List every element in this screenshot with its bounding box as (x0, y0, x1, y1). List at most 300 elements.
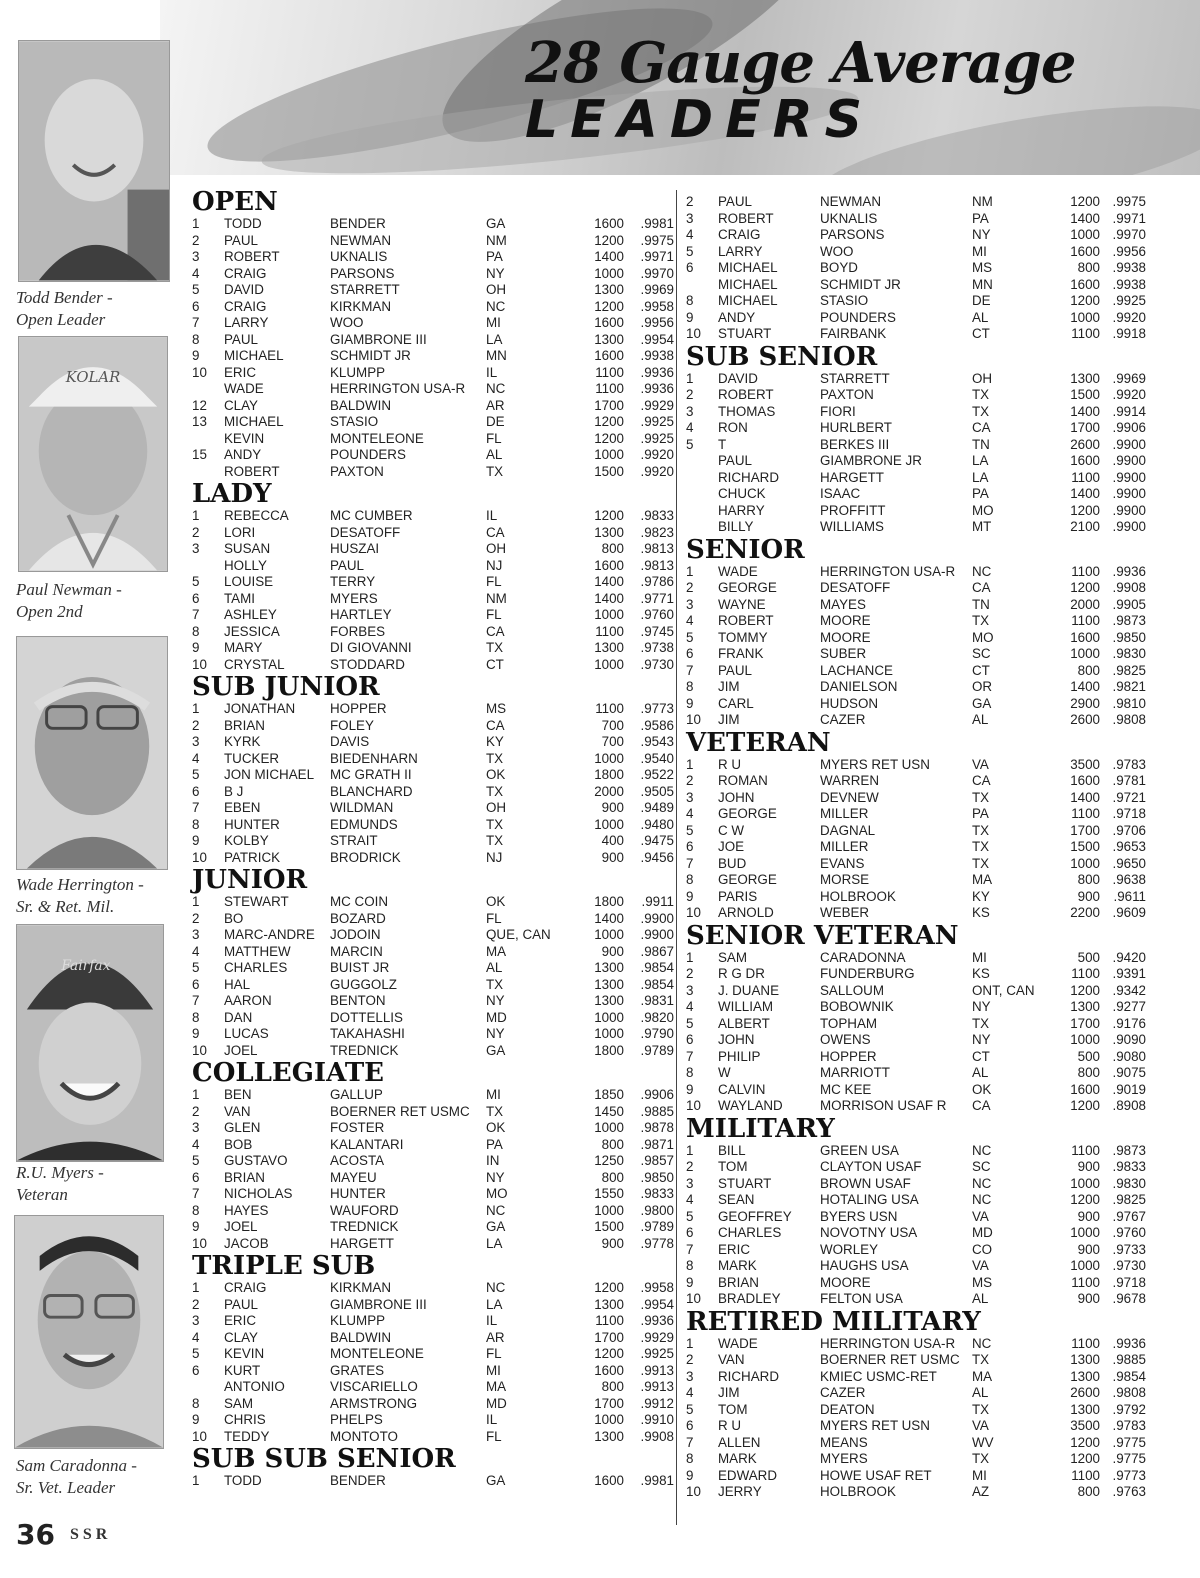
rank-cell: 1 (192, 701, 200, 716)
targets-cell: 1200 (1070, 293, 1100, 308)
targets-cell: 1100 (1071, 613, 1100, 628)
table-row (686, 437, 1146, 454)
rank-cell: 3 (686, 403, 694, 419)
last-name-cell: FOLEY (330, 717, 374, 733)
targets-cell: 1700 (594, 1395, 624, 1411)
rank-cell: 2 (192, 717, 200, 733)
first-name-cell: MARY (224, 640, 263, 655)
targets-cell: 1600 (594, 1362, 624, 1378)
rank-cell: 5 (192, 960, 200, 975)
state-cell: KY (486, 734, 504, 749)
targets-cell: 1000 (594, 265, 624, 281)
table-row (686, 1468, 1146, 1485)
last-name-cell: BOERNER RET USMC (330, 1103, 470, 1119)
last-name-cell: FELTON USA (820, 1291, 903, 1306)
last-name-cell: FORBES (330, 623, 386, 639)
targets-cell: 2900 (1070, 695, 1100, 711)
average-cell: .9900 (1112, 502, 1146, 518)
average-cell: .9885 (640, 1103, 674, 1119)
state-cell: FL (486, 607, 502, 622)
state-cell: MI (486, 315, 501, 330)
last-name-cell: ACOSTA (330, 1153, 385, 1168)
average-cell: .9958 (640, 298, 674, 314)
rank-cell: 4 (192, 1136, 200, 1152)
rank-cell: 2 (192, 910, 200, 926)
rank-cell: 7 (686, 662, 694, 678)
rank-cell: 2 (686, 966, 694, 981)
table-row (686, 1336, 1146, 1353)
rank-cell: 3 (686, 1368, 694, 1384)
state-cell: CA (972, 1098, 991, 1113)
state-cell: AL (972, 712, 989, 727)
targets-cell: 1200 (1070, 982, 1100, 998)
targets-cell: 800 (1077, 260, 1100, 275)
rank-cell: 6 (192, 1169, 200, 1185)
table-row (192, 750, 674, 768)
table-row (686, 310, 1146, 327)
state-cell: IL (486, 508, 498, 523)
average-cell: .9721 (1112, 789, 1146, 805)
targets-cell: 1700 (1070, 822, 1100, 838)
last-name-cell: MORSE (820, 872, 870, 887)
average-cell: .9906 (1112, 420, 1146, 435)
targets-cell: 1200 (1070, 1451, 1100, 1466)
rank-cell: 5 (192, 574, 200, 589)
state-cell: TX (972, 613, 990, 628)
average-cell: .9929 (640, 1329, 674, 1345)
table-row (192, 508, 674, 525)
average-cell: .9938 (640, 348, 674, 363)
targets-cell: 1400 (594, 910, 624, 926)
first-name-cell: RICHARD (718, 1368, 780, 1384)
first-name-cell: ALLEN (718, 1434, 761, 1450)
average-cell: .9810 (1112, 695, 1146, 711)
rank-cell: 7 (192, 800, 200, 815)
table-row (686, 387, 1146, 404)
state-cell: NC (486, 381, 506, 396)
last-name-cell: HOLBROOK (820, 888, 896, 904)
table-row (686, 806, 1146, 823)
average-cell: .9831 (640, 993, 674, 1008)
first-name-cell: ROMAN (718, 773, 768, 788)
state-cell: QUE, CAN (486, 927, 551, 942)
state-cell: TX (486, 640, 504, 655)
first-name-cell: ERIC (718, 1241, 750, 1257)
targets-cell: 1000 (594, 750, 624, 766)
first-name-cell: WADE (718, 563, 758, 579)
average-cell: .9823 (640, 524, 674, 540)
table-row (192, 232, 674, 250)
table-row (686, 999, 1146, 1016)
targets-cell: 900 (1077, 888, 1100, 904)
state-cell: TX (486, 833, 504, 848)
last-name-cell: TREDNICK (330, 1042, 399, 1058)
average-cell: .9638 (1112, 872, 1146, 887)
average-cell: .9783 (1112, 1418, 1146, 1433)
targets-cell: 1800 (594, 894, 624, 909)
last-name-cell: MORRISON USAF R (820, 1098, 947, 1113)
targets-cell: 900 (601, 943, 624, 959)
rank-cell: 8 (686, 1451, 694, 1466)
rank-cell: 8 (686, 872, 694, 887)
rank-cell (192, 381, 224, 398)
targets-cell: 1300 (1070, 1368, 1100, 1384)
targets-cell: 2600 (1070, 712, 1100, 727)
state-cell: IL (486, 364, 498, 380)
rank-cell: 7 (192, 993, 200, 1008)
first-name-cell: JOE (718, 839, 745, 854)
targets-cell: 1300 (594, 524, 624, 540)
rank-cell: 6 (686, 839, 694, 854)
section-heading: VETERAN (686, 727, 831, 758)
targets-cell: 900 (1077, 1241, 1100, 1257)
section-heading: SUB SUB SENIOR (192, 1444, 456, 1474)
last-name-cell: FUNDERBURG (820, 966, 915, 981)
last-name-cell: GREEN USA (820, 1142, 899, 1158)
state-cell: SC (972, 646, 991, 661)
first-name-cell: BRIAN (718, 1274, 759, 1290)
first-name-cell: KYRK (224, 734, 261, 749)
last-name-cell: MONTELEONE (330, 1346, 424, 1361)
rank-cell (686, 503, 718, 520)
average-cell: .9969 (640, 282, 674, 297)
rank-cell: 1 (192, 1473, 200, 1488)
rank-cell: 5 (686, 1208, 694, 1224)
rank-cell: 4 (686, 227, 694, 242)
average-cell: .9833 (640, 1186, 674, 1201)
first-name-cell: PAUL (224, 1296, 258, 1312)
targets-cell: 700 (601, 717, 624, 733)
table-row (686, 1016, 1146, 1033)
average-cell: .9920 (640, 447, 674, 462)
first-name-cell: CRAIG (224, 1280, 267, 1295)
average-cell: .9918 (1112, 326, 1146, 341)
targets-cell: 1550 (594, 1186, 624, 1201)
photo-ru-myers (16, 924, 164, 1162)
last-name-cell: NEWMAN (820, 194, 881, 209)
state-cell: TX (972, 789, 990, 805)
targets-cell: 1600 (1070, 1081, 1100, 1097)
state-cell: CT (972, 662, 990, 678)
average-cell: .9833 (1112, 1159, 1146, 1174)
average-cell: .9789 (640, 1042, 674, 1058)
section-heading: COLLEGIATE (192, 1058, 385, 1088)
rank-cell: 9 (686, 695, 694, 711)
last-name-cell: HARGETT (820, 469, 884, 485)
rank-cell: 3 (192, 1120, 200, 1135)
targets-cell: 1000 (594, 1412, 624, 1427)
first-name-cell: ROBERT (224, 463, 280, 479)
average-cell: .9975 (1112, 194, 1146, 209)
state-cell: CA (972, 420, 991, 435)
first-name-cell: CHARLES (224, 960, 288, 975)
targets-cell: 1100 (595, 381, 624, 396)
last-name-cell: WARREN (820, 773, 880, 788)
average-cell: .9277 (1112, 999, 1146, 1014)
rank-cell: 1 (192, 1280, 200, 1295)
first-name-cell: WILLIAM (718, 999, 774, 1014)
targets-cell: 2600 (1070, 436, 1100, 452)
table-row (192, 348, 674, 365)
first-name-cell: R G DR (718, 966, 765, 981)
average-cell: .9958 (640, 1280, 674, 1295)
last-name-cell: BRODRICK (330, 849, 401, 865)
table-row (686, 696, 1146, 713)
average-cell: .9873 (1112, 1142, 1146, 1158)
targets-cell: 1600 (594, 1473, 624, 1488)
state-cell: MS (972, 260, 993, 275)
state-cell: MA (486, 943, 507, 959)
first-name-cell: MARC-ANDRE (224, 927, 315, 942)
table-row (686, 1402, 1146, 1419)
average-cell: .9936 (640, 364, 674, 380)
section-heading: RETIRED MILITARY (686, 1306, 981, 1337)
standings-section (686, 1308, 1146, 1501)
last-name-cell: PARSONS (330, 265, 395, 281)
average-cell: .9925 (640, 430, 674, 446)
first-name-cell: SAM (718, 949, 748, 965)
rank-cell: 1 (686, 1335, 694, 1351)
table-row (686, 1143, 1146, 1160)
last-name-cell: BOYD (820, 260, 858, 275)
rank-cell: 9 (192, 1219, 200, 1234)
table-row (686, 757, 1146, 774)
targets-cell: 1600 (1070, 243, 1100, 259)
rank-cell: 13 (192, 414, 207, 429)
last-name-cell: HOPPER (330, 701, 387, 716)
targets-cell: 1300 (1070, 1401, 1100, 1417)
table-row (686, 950, 1146, 967)
targets-cell: 1600 (594, 348, 624, 363)
rank-cell: 6 (686, 646, 694, 661)
average-cell: .9820 (640, 1009, 674, 1025)
first-name-cell: BILLY (718, 519, 754, 534)
first-name-cell: BILL (718, 1142, 746, 1158)
last-name-cell: BALDWIN (330, 397, 392, 413)
state-cell: AR (486, 1329, 505, 1345)
targets-cell: 1400 (1070, 403, 1100, 419)
state-cell: PA (972, 210, 989, 226)
first-name-cell: PAUL (224, 232, 258, 248)
first-name-cell: TAMI (224, 590, 255, 606)
targets-cell: 1600 (1070, 453, 1100, 468)
state-cell: OK (486, 894, 506, 909)
rank-cell: 9 (192, 1026, 200, 1041)
last-name-cell: SUBER (820, 646, 867, 661)
section-heading: MILITARY (686, 1113, 835, 1144)
average-cell: .9778 (640, 1235, 674, 1251)
average-cell: .9456 (640, 849, 674, 865)
average-cell: .9771 (640, 590, 674, 606)
average-cell: .9850 (640, 1169, 674, 1185)
first-name-cell: MICHAEL (718, 260, 778, 275)
section-heading: TRIPLE SUB (192, 1251, 376, 1281)
last-name-cell: STARRETT (820, 370, 890, 386)
average-cell: .9954 (640, 331, 674, 347)
rank-cell: 6 (192, 298, 200, 314)
targets-cell: 1300 (594, 640, 624, 655)
last-name-cell: MILLER (820, 839, 869, 854)
rank-cell: 2 (686, 773, 694, 788)
state-cell: FL (486, 1428, 502, 1444)
last-name-cell: WILDMAN (330, 800, 394, 815)
state-cell: NY (486, 1169, 505, 1185)
rank-cell: 1 (686, 563, 694, 579)
rank-cell: 3 (192, 734, 200, 749)
table-row (686, 326, 1146, 343)
state-cell: VA (972, 1418, 989, 1433)
first-name-cell: LORI (224, 524, 256, 540)
last-name-cell: TOPHAM (820, 1015, 878, 1031)
last-name-cell: HOPPER (820, 1048, 877, 1064)
rank-cell: 10 (686, 326, 701, 341)
state-cell: TX (972, 839, 990, 854)
rank-cell: 9 (686, 1467, 694, 1483)
table-row (686, 630, 1146, 647)
last-name-cell: TERRY (330, 574, 376, 589)
rank-cell: 10 (192, 656, 207, 672)
average-cell: .9825 (1112, 662, 1146, 678)
rank-cell: 5 (686, 436, 694, 452)
page-number: 36 (16, 1518, 55, 1551)
table-row (686, 773, 1146, 790)
average-cell: .9906 (640, 1087, 674, 1102)
rank-cell: 5 (686, 1401, 694, 1417)
rank-cell: 5 (686, 243, 694, 259)
last-name-cell: PROFFITT (820, 502, 886, 518)
table-row (192, 265, 674, 283)
rank-cell (686, 486, 718, 503)
state-cell: CA (486, 524, 505, 540)
first-name-cell: ANDY (224, 447, 262, 462)
average-cell: .9900 (1112, 436, 1146, 452)
average-cell: .9920 (640, 463, 674, 479)
targets-cell: 1000 (594, 1202, 624, 1218)
first-name-cell: WADE (224, 381, 264, 396)
state-cell: NC (972, 1192, 992, 1207)
rank-cell: 1 (192, 508, 200, 523)
average-cell: .9019 (1112, 1081, 1146, 1097)
rank-cell: 6 (686, 1418, 694, 1433)
average-cell: .9920 (1112, 309, 1146, 325)
last-name-cell: MC KEE (820, 1081, 872, 1097)
last-name-cell: DAGNAL (820, 822, 876, 838)
first-name-cell: MARK (718, 1451, 757, 1466)
first-name-cell: JACOB (224, 1235, 269, 1251)
targets-cell: 1200 (594, 414, 624, 429)
rank-cell: 1 (686, 370, 694, 386)
table-row (686, 260, 1146, 277)
table-row (192, 397, 674, 415)
first-name-cell: ASHLEY (224, 607, 277, 622)
section-heading: SENIOR VETERAN (686, 920, 959, 951)
table-row (686, 1385, 1146, 1402)
targets-cell: 1100 (1071, 326, 1100, 341)
state-cell: NC (972, 563, 992, 579)
last-name-cell: MAYES (820, 596, 866, 612)
last-name-cell: CARADONNA (820, 949, 906, 965)
first-name-cell: C W (718, 822, 745, 838)
table-row (192, 734, 674, 751)
rank-cell: 5 (686, 629, 694, 645)
average-cell: .9767 (1112, 1208, 1146, 1224)
first-name-cell: MICHAEL (224, 348, 284, 363)
last-name-cell: NEWMAN (330, 232, 391, 248)
last-name-cell: BLANCHARD (330, 783, 413, 799)
table-row (686, 1418, 1146, 1435)
standings-section (192, 1444, 674, 1490)
table-row (192, 1202, 674, 1220)
rank-cell: 3 (686, 789, 694, 805)
table-row (686, 966, 1146, 983)
last-name-cell: PARSONS (820, 227, 885, 242)
last-name-cell: KALANTARI (330, 1136, 404, 1152)
first-name-cell: MICHAEL (718, 276, 778, 292)
state-cell: TX (972, 855, 990, 871)
state-cell: LA (486, 1235, 503, 1251)
targets-cell: 800 (601, 1379, 624, 1394)
last-name-cell: DESATOFF (330, 524, 401, 540)
rank-cell: 10 (686, 712, 701, 727)
last-name-cell: JODOIN (330, 927, 381, 942)
targets-cell: 1000 (594, 656, 624, 672)
targets-cell: 1400 (594, 574, 624, 589)
last-name-cell: HUDSON (820, 695, 879, 711)
targets-cell: 1200 (1070, 1192, 1100, 1207)
targets-cell: 1600 (1070, 773, 1100, 788)
first-name-cell: AARON (224, 993, 272, 1008)
table-row (686, 1225, 1146, 1242)
state-cell: NC (486, 1202, 506, 1218)
first-name-cell: ROBERT (224, 249, 280, 264)
state-cell: OH (486, 800, 507, 815)
last-name-cell: STASIO (820, 293, 869, 308)
first-name-cell: JESSICA (224, 623, 280, 639)
standings-section (686, 536, 1146, 729)
table-row (686, 211, 1146, 228)
average-cell: .9730 (1112, 1258, 1146, 1273)
average-cell: .9821 (1112, 679, 1146, 694)
average-cell: .9867 (640, 943, 674, 959)
average-cell: .9911 (641, 894, 674, 909)
photo-wade-herrington (16, 636, 168, 870)
first-name-cell: W (718, 1065, 731, 1080)
state-cell: NC (486, 1280, 506, 1295)
rank-cell: 6 (686, 1225, 694, 1240)
table-row (686, 1176, 1146, 1193)
average-cell: .9650 (1112, 855, 1146, 871)
table-row (686, 646, 1146, 663)
last-name-cell: UKNALIS (820, 210, 878, 226)
targets-cell: 1450 (594, 1103, 624, 1119)
state-cell: OH (972, 370, 993, 386)
rank-cell (686, 453, 718, 470)
targets-cell: 1200 (1070, 1434, 1100, 1450)
rank-cell: 7 (686, 855, 694, 871)
table-row (192, 574, 674, 591)
targets-cell: 1800 (594, 767, 624, 782)
state-cell: KY (972, 888, 990, 904)
state-cell: AR (486, 397, 505, 413)
average-cell: .9773 (640, 701, 674, 716)
last-name-cell: HERRINGTON USA-R (820, 563, 956, 579)
state-cell: AL (972, 1291, 989, 1306)
state-cell: FL (486, 430, 502, 446)
targets-cell: 1100 (595, 1313, 624, 1328)
first-name-cell: ERIC (224, 364, 256, 380)
average-cell: .9956 (640, 315, 674, 330)
rank-cell: 4 (686, 1385, 694, 1400)
